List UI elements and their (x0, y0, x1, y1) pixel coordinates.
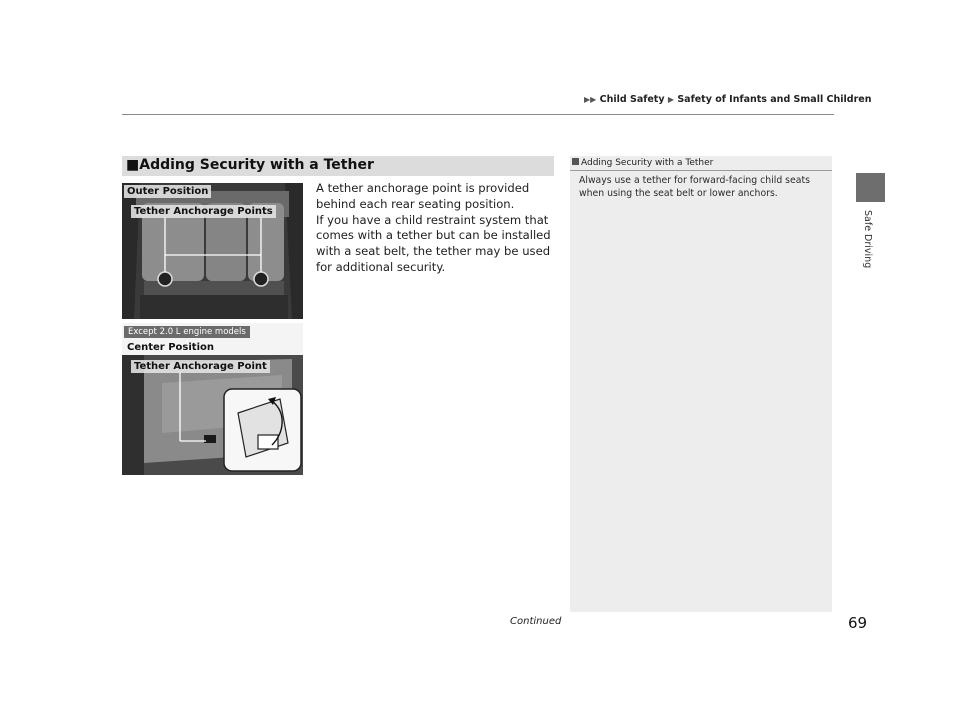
header-divider (122, 114, 834, 115)
cargo-area-drawing (122, 183, 303, 319)
section-body (316, 181, 554, 276)
outer-position-illustration (122, 183, 303, 319)
side-note-panel (570, 156, 832, 612)
breadcrumb (584, 94, 871, 105)
page-number: 69 (848, 614, 868, 632)
section-title: ■Adding Security with a Tether (126, 157, 374, 173)
chapter-tab-label[interactable]: Safe Driving (862, 210, 873, 269)
side-note-text: Always use a tether for forward-facing child seats when using the seat belt or lower anchors. (579, 175, 810, 199)
breadcrumb-item-infants[interactable]: Safety of Infants and Small Children (677, 94, 872, 105)
breadcrumb-arrow-icon: ▶▶ (584, 95, 597, 104)
model-applicability-badge: Except 2.0 L engine models (124, 326, 250, 338)
continued-indicator: Continued (510, 616, 562, 627)
side-note-title: Adding Security with a Tether (572, 158, 713, 168)
breadcrumb-item-child-safety[interactable]: Child Safety (599, 94, 665, 105)
outer-anchorage-callout: Tether Anchorage Points (131, 205, 276, 218)
center-anchorage-callout: Tether Anchorage Point (131, 360, 270, 373)
center-position-label: Center Position (124, 341, 217, 354)
section-marker-icon: ■ (126, 157, 140, 173)
chapter-tab-marker[interactable] (856, 173, 885, 202)
breadcrumb-arrow-icon: ▶ (667, 95, 675, 104)
note-reference-icon (572, 158, 579, 165)
side-note-divider (570, 170, 832, 171)
body-paragraph: If you have a child restraint system that comes with a tether but can be installed with a seat belt, the tether may be used for additional security. (316, 212, 551, 274)
body-paragraph: A tether anchorage point is provided behind each rear seating position. (316, 181, 530, 211)
outer-position-label: Outer Position (124, 185, 211, 198)
